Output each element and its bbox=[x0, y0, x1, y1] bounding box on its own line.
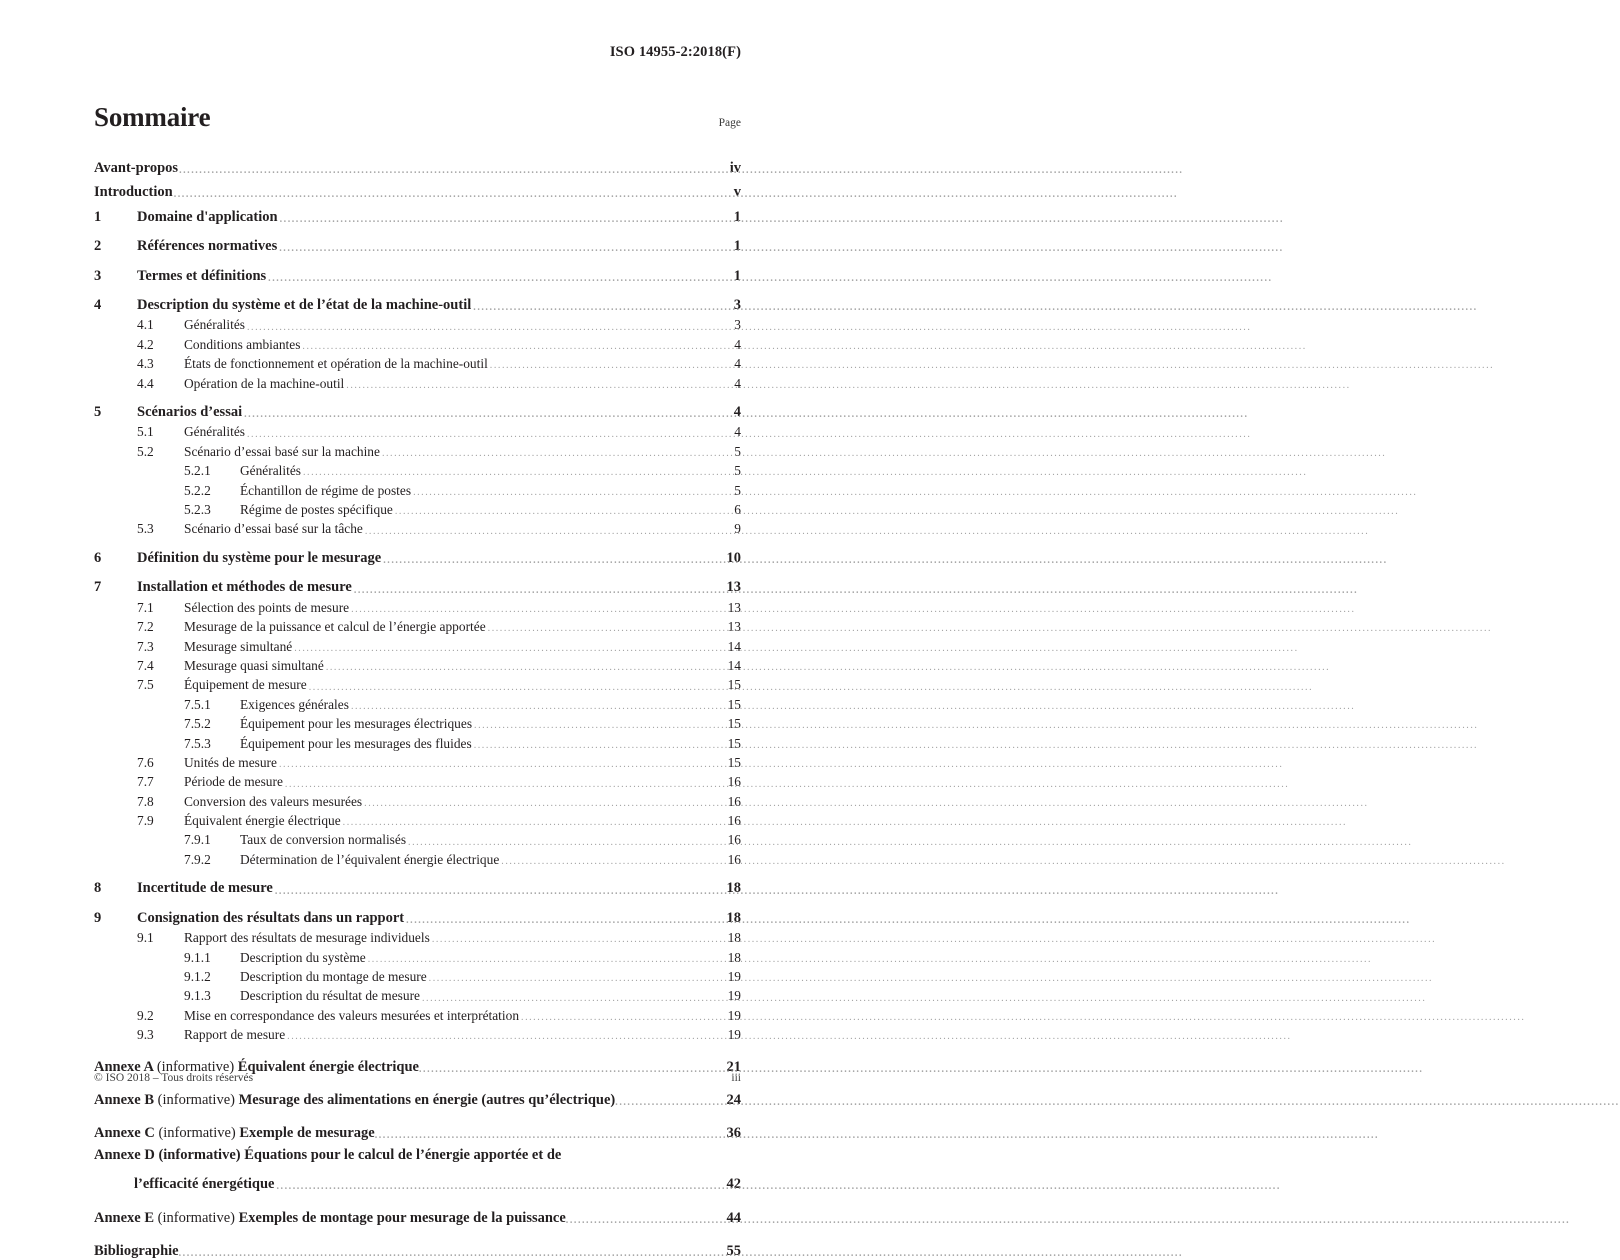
toc-entry-label: Conversion des valeurs mesurées bbox=[184, 793, 363, 809]
dot-leader bbox=[303, 466, 732, 479]
toc-page-number: 4 bbox=[734, 424, 741, 440]
toc-entry-level-2[interactable] bbox=[94, 810, 741, 829]
toc-entry-level-2[interactable] bbox=[94, 1024, 741, 1043]
dot-leader bbox=[521, 1010, 726, 1023]
toc-entry-label: Description du montage de mesure bbox=[240, 969, 427, 985]
toc-page-number: 18 bbox=[727, 949, 741, 965]
toc-page-number: 19 bbox=[727, 988, 741, 1004]
dot-leader bbox=[285, 777, 726, 790]
toc-entry-number: 7.1 bbox=[137, 599, 154, 615]
toc-page-number: 5 bbox=[734, 482, 741, 498]
annex-title: Équivalent énergie électrique bbox=[237, 1059, 419, 1076]
toc-entry-label: Rapport des résultats de mesurage individuels bbox=[184, 930, 430, 946]
toc-entry-label: Définition du système pour le mesurage bbox=[137, 549, 382, 566]
toc-page-number: 9 bbox=[734, 521, 741, 537]
toc-entry-level-2[interactable] bbox=[94, 771, 741, 790]
toc-entry-frontmatter[interactable] bbox=[94, 152, 741, 177]
toc-entry-label: Description du résultat de mesure bbox=[240, 988, 420, 1004]
toc-page-number: 15 bbox=[727, 754, 741, 770]
toc-page-number: 3 bbox=[733, 297, 741, 313]
toc-entry-level-3[interactable] bbox=[94, 713, 741, 732]
annex-title-continued: l’efficacité énergétique bbox=[134, 1176, 275, 1193]
toc-page-number: 15 bbox=[727, 696, 741, 712]
toc-entry-number: 4.2 bbox=[137, 336, 154, 352]
dot-leader bbox=[375, 1128, 725, 1143]
dot-leader bbox=[302, 339, 732, 352]
toc-entry-annex[interactable] bbox=[94, 1199, 741, 1227]
toc-entry-number: 5.3 bbox=[137, 521, 154, 537]
toc-entry-number: 4 bbox=[94, 297, 102, 313]
annex-informative-tag: (informative) bbox=[156, 1059, 235, 1076]
toc-entry-label: Scénario d’essai basé sur la tâche bbox=[184, 521, 363, 537]
annex-label: Annexe C bbox=[94, 1125, 155, 1142]
toc-entry-number: 5.2.2 bbox=[184, 482, 211, 498]
bibliography-label: Bibliographie bbox=[94, 1243, 179, 1260]
toc-entry-label: Unités de mesure bbox=[184, 754, 277, 770]
dot-leader bbox=[179, 162, 728, 177]
toc-page-number: 10 bbox=[726, 549, 741, 566]
dot-leader bbox=[174, 187, 732, 202]
toc-entry-level-2[interactable] bbox=[94, 372, 741, 391]
annex-title-line-2 bbox=[94, 1169, 741, 1193]
dot-leader bbox=[408, 835, 726, 848]
toc-entry-label: Généralités bbox=[240, 463, 301, 479]
toc-page-number: 1 bbox=[733, 267, 741, 284]
dot-leader bbox=[364, 796, 725, 809]
dot-leader bbox=[354, 582, 725, 597]
toc-page-number: 1 bbox=[733, 238, 741, 254]
toc-entry-label: Opération de la machine-outil bbox=[184, 375, 345, 391]
annex-informative-tag: (informative) bbox=[158, 1147, 241, 1164]
toc-entry-level-1[interactable] bbox=[94, 572, 741, 597]
toc-entry-level-3[interactable] bbox=[94, 985, 741, 1004]
annex-label: Annexe A bbox=[94, 1059, 154, 1076]
toc-entry-label: Exigences générales bbox=[240, 696, 349, 712]
toc-page-number: v bbox=[733, 184, 741, 200]
toc-entry-level-2[interactable] bbox=[94, 314, 741, 333]
toc-entry-number: 4.4 bbox=[137, 375, 154, 391]
annex-title-line bbox=[94, 1092, 615, 1109]
dot-leader bbox=[368, 952, 726, 965]
toc-entry-level-1[interactable] bbox=[94, 290, 741, 315]
toc-entry-number: 7.2 bbox=[137, 619, 154, 635]
dot-leader bbox=[275, 883, 725, 898]
toc-entry-number: 7.7 bbox=[137, 774, 154, 790]
toc-entry-label: États de fonctionnement et opération de la machine-outil bbox=[184, 356, 488, 372]
dot-leader bbox=[268, 270, 732, 285]
toc-page-number: 16 bbox=[727, 851, 741, 867]
toc-entry-bibliography[interactable] bbox=[94, 1232, 741, 1260]
toc-entry-number: 7.6 bbox=[137, 754, 154, 770]
toc-entry-label: Mesurage simultané bbox=[184, 638, 293, 654]
toc-entry-level-2[interactable] bbox=[94, 752, 741, 771]
toc-page-number: 5 bbox=[734, 463, 741, 479]
annex-label: Annexe D bbox=[94, 1147, 155, 1164]
toc-entry-label: Sélection des points de mesure bbox=[184, 599, 350, 615]
annex-title: Exemples de montage pour mesurage de la puissance bbox=[238, 1210, 566, 1227]
toc-page-number: 15 bbox=[727, 735, 741, 751]
toc-entry-number: 9.1.2 bbox=[184, 969, 211, 985]
dot-leader bbox=[244, 407, 732, 422]
dot-leader bbox=[382, 446, 732, 459]
toc-entry-label: Mise en correspondance des valeurs mesurées et interprétation bbox=[184, 1007, 520, 1023]
toc-entry-level-2[interactable] bbox=[94, 790, 741, 809]
toc-entry-label: Rapport de mesure bbox=[184, 1027, 286, 1043]
toc-entry-label: Consignation des résultats dans un rapport bbox=[137, 909, 405, 926]
toc-entry-level-3[interactable] bbox=[94, 693, 741, 712]
dot-leader bbox=[287, 1030, 725, 1043]
annex-title-line bbox=[94, 1125, 375, 1142]
toc-entry-label: Détermination de l’équivalent énergie électrique bbox=[240, 851, 500, 867]
toc-page-number: 24 bbox=[726, 1092, 741, 1109]
toc-page-number: 14 bbox=[727, 657, 741, 673]
toc-entry-label: Scénario d’essai basé sur la machine bbox=[184, 443, 380, 459]
dot-leader bbox=[406, 912, 724, 927]
toc-entry-number: 7.8 bbox=[137, 793, 154, 809]
toc-entry-label: Conditions ambiantes bbox=[184, 336, 301, 352]
toc-page-number: 18 bbox=[726, 909, 741, 926]
toc-entry-label: Équivalent énergie électrique bbox=[184, 813, 341, 829]
toc-page-number: 1 bbox=[733, 208, 741, 225]
dot-leader bbox=[395, 505, 732, 518]
annex-informative-tag: (informative) bbox=[158, 1125, 236, 1142]
toc-entry-level-3[interactable] bbox=[94, 966, 741, 985]
toc-page-number: 4 bbox=[733, 404, 741, 421]
toc-entry-level-1[interactable] bbox=[94, 873, 741, 898]
toc-entry-level-3[interactable] bbox=[94, 499, 741, 518]
dot-leader bbox=[413, 485, 732, 498]
toc-page-number: iv bbox=[729, 159, 741, 176]
toc-entry-level-3[interactable] bbox=[94, 479, 741, 498]
toc-page-number: 44 bbox=[726, 1210, 741, 1227]
page-title: Sommaire bbox=[94, 102, 211, 132]
document-footer bbox=[94, 1072, 741, 1084]
toc-entry-label: Régime de postes spécifique bbox=[240, 502, 393, 518]
dot-leader bbox=[422, 991, 726, 1004]
document-page bbox=[0, 0, 793, 1260]
toc-page-number: 3 bbox=[734, 317, 741, 333]
dot-leader bbox=[432, 933, 726, 946]
toc-entry-level-2[interactable] bbox=[94, 616, 741, 635]
toc-entry-label: Période de mesure bbox=[184, 774, 283, 790]
toc-entry-level-3[interactable] bbox=[94, 946, 741, 965]
toc-entry-number: 7.5 bbox=[137, 677, 154, 693]
annex-title: Équations pour le calcul de l’énergie apportée et de bbox=[244, 1147, 562, 1164]
dot-leader bbox=[383, 552, 724, 567]
page-folio: iii bbox=[731, 1072, 741, 1084]
toc-page-number: 36 bbox=[726, 1125, 741, 1142]
toc-page-number: 13 bbox=[727, 619, 741, 635]
toc-page-number: 15 bbox=[727, 677, 741, 693]
toc-entry-number: 9.3 bbox=[137, 1027, 154, 1043]
toc-entry-number: 5.2.1 bbox=[184, 463, 211, 479]
toc-entry-label: Description du système et de l’état de la machine-outil bbox=[137, 297, 472, 313]
toc-page-number: 16 bbox=[727, 813, 741, 829]
dot-leader bbox=[247, 320, 732, 333]
toc-entry-label: Avant-propos bbox=[94, 159, 179, 176]
dot-leader bbox=[473, 300, 731, 315]
toc-entry-label: Domaine d'application bbox=[137, 208, 278, 225]
toc-entry-label: Scénarios d’essai bbox=[137, 404, 243, 421]
dot-leader bbox=[351, 602, 725, 615]
page-column-label: Page bbox=[718, 117, 741, 129]
toc-entry-level-1[interactable] bbox=[94, 260, 741, 285]
toc-page-number: 15 bbox=[727, 716, 741, 732]
toc-entry-number: 3 bbox=[94, 267, 102, 284]
dot-leader bbox=[179, 1246, 725, 1260]
toc-entry-level-3[interactable] bbox=[94, 732, 741, 751]
toc-entry-number: 7.9 bbox=[137, 813, 154, 829]
toc-title-row bbox=[94, 104, 741, 131]
toc-entry-number: 7.5.1 bbox=[184, 696, 211, 712]
toc-entry-label: Mesurage quasi simultané bbox=[184, 657, 324, 673]
dot-leader bbox=[309, 680, 726, 693]
toc-entry-number: 4.3 bbox=[137, 356, 154, 372]
dot-leader bbox=[474, 738, 726, 751]
toc-entry-label: Références normatives bbox=[137, 238, 278, 254]
toc-entry-level-2[interactable] bbox=[94, 596, 741, 615]
toc-entry-label: Généralités bbox=[184, 317, 245, 333]
toc-entry-level-1[interactable] bbox=[94, 231, 741, 256]
dot-leader bbox=[247, 427, 732, 440]
toc-entry-label: Termes et définitions bbox=[137, 267, 267, 284]
annex-title-line-1 bbox=[94, 1147, 741, 1169]
toc-entry-number: 5.2 bbox=[137, 443, 154, 459]
annex-informative-tag: (informative) bbox=[157, 1210, 235, 1227]
toc-entry-number: 9.1.1 bbox=[184, 949, 211, 965]
dot-leader bbox=[294, 641, 725, 654]
toc-entry-number: 9.1.3 bbox=[184, 988, 211, 1004]
toc-page-number: 4 bbox=[734, 336, 741, 352]
toc-entry-number: 2 bbox=[94, 238, 102, 254]
toc-entry-level-2[interactable] bbox=[94, 927, 741, 946]
toc-entry-frontmatter[interactable] bbox=[94, 177, 741, 202]
toc-entry-label: Mesurage de la puissance et calcul de l’énergie apportée bbox=[184, 619, 486, 635]
toc-entry-level-2[interactable] bbox=[94, 635, 741, 654]
toc-entry-level-2[interactable] bbox=[94, 353, 741, 372]
toc-entry-level-3[interactable] bbox=[94, 460, 741, 479]
dot-leader bbox=[343, 816, 726, 829]
toc-entry-level-2[interactable] bbox=[94, 421, 741, 440]
toc-page-number: 16 bbox=[727, 793, 741, 809]
toc-entry-number: 4.1 bbox=[137, 317, 154, 333]
toc-page-number: 4 bbox=[734, 356, 741, 372]
toc-entry-label: Introduction bbox=[94, 184, 173, 200]
dot-leader bbox=[280, 211, 732, 226]
dot-leader bbox=[615, 1095, 724, 1110]
document-reference-header: ISO 14955-2:2018(F) bbox=[609, 44, 741, 60]
annex-informative-tag: (informative) bbox=[157, 1092, 235, 1109]
toc-entry-annex[interactable] bbox=[94, 1114, 741, 1142]
toc-page-number: 19 bbox=[727, 1027, 741, 1043]
toc-page-number: 42 bbox=[726, 1176, 741, 1193]
toc-entry-label: Description du système bbox=[240, 949, 366, 965]
dot-leader bbox=[351, 699, 726, 712]
toc-entry-annex[interactable] bbox=[94, 1147, 741, 1194]
toc-entry-label: Incertitude de mesure bbox=[137, 880, 273, 897]
toc-entry-number: 7 bbox=[94, 579, 102, 596]
toc-entry-number: 6 bbox=[94, 549, 102, 566]
dot-leader bbox=[488, 622, 726, 635]
dot-leader bbox=[365, 524, 732, 537]
annex-title: Mesurage des alimentations en énergie (autres qu’électrique) bbox=[238, 1092, 616, 1109]
toc-page-number: 13 bbox=[727, 599, 741, 615]
annex-label: Annexe B bbox=[94, 1092, 155, 1109]
toc-entry-level-1[interactable] bbox=[94, 542, 741, 567]
toc-page-number: 5 bbox=[734, 443, 741, 459]
toc-entry-level-2[interactable] bbox=[94, 333, 741, 352]
toc-entry-level-1[interactable] bbox=[94, 201, 741, 226]
toc-entry-label: Taux de conversion normalisés bbox=[240, 832, 407, 848]
toc-entry-label: Équipement de mesure bbox=[184, 677, 307, 693]
toc-entry-number: 9.1 bbox=[137, 930, 154, 946]
toc-entry-level-3[interactable] bbox=[94, 848, 741, 867]
toc-entry-number: 7.3 bbox=[137, 638, 154, 654]
toc-page-number: 19 bbox=[727, 969, 741, 985]
toc-page-number: 19 bbox=[727, 1007, 741, 1023]
toc-entry-level-2[interactable] bbox=[94, 674, 741, 693]
toc-entry-number: 5 bbox=[94, 404, 102, 421]
toc-entry-label: Équipement pour les mesurages électriques bbox=[240, 716, 473, 732]
copyright-notice: © ISO 2018 – Tous droits réservés bbox=[94, 1072, 254, 1084]
table-of-contents bbox=[94, 152, 741, 1260]
toc-page-number: 14 bbox=[727, 638, 741, 654]
toc-entry-level-1[interactable] bbox=[94, 397, 741, 422]
toc-entry-level-2[interactable] bbox=[94, 655, 741, 674]
toc-entry-number: 5.1 bbox=[137, 424, 154, 440]
annex-title: Exemple de mesurage bbox=[239, 1125, 375, 1142]
toc-page-number: 6 bbox=[734, 502, 741, 518]
dot-leader bbox=[501, 854, 725, 867]
toc-entry-number: 9 bbox=[94, 909, 102, 926]
toc-page-number: 55 bbox=[726, 1243, 741, 1260]
toc-entry-number: 7.9.2 bbox=[184, 851, 211, 867]
dot-leader bbox=[474, 719, 726, 732]
annex-label: Annexe E bbox=[94, 1210, 155, 1227]
toc-page-number: 16 bbox=[727, 832, 741, 848]
toc-entry-number: 7.9.1 bbox=[184, 832, 211, 848]
toc-entry-label: Installation et méthodes de mesure bbox=[137, 579, 352, 596]
toc-entry-level-2[interactable] bbox=[94, 1004, 741, 1023]
toc-entry-number: 5.2.3 bbox=[184, 502, 211, 518]
dot-leader bbox=[277, 1179, 725, 1194]
toc-entry-label: Généralités bbox=[184, 424, 245, 440]
toc-entry-number: 9.2 bbox=[137, 1007, 154, 1023]
toc-page-number: 21 bbox=[726, 1059, 741, 1076]
toc-entry-level-1[interactable] bbox=[94, 902, 741, 927]
toc-entry-number: 1 bbox=[94, 208, 102, 225]
dot-leader bbox=[566, 1213, 725, 1228]
dot-leader bbox=[429, 972, 726, 985]
dot-leader bbox=[346, 378, 732, 391]
toc-entry-label: Échantillon de régime de postes bbox=[240, 482, 412, 498]
annex-title-line bbox=[94, 1210, 566, 1227]
toc-entry-number: 7.5.3 bbox=[184, 735, 211, 751]
toc-entry-level-2[interactable] bbox=[94, 518, 741, 537]
toc-page-number: 18 bbox=[727, 930, 741, 946]
toc-entry-level-3[interactable] bbox=[94, 829, 741, 848]
toc-entry-number: 7.5.2 bbox=[184, 716, 211, 732]
toc-entry-number: 7.4 bbox=[137, 657, 154, 673]
toc-page-number: 18 bbox=[726, 880, 741, 897]
dot-leader bbox=[490, 359, 733, 372]
toc-entry-level-2[interactable] bbox=[94, 440, 741, 459]
toc-entry-number: 8 bbox=[94, 880, 102, 897]
dot-leader bbox=[279, 241, 732, 256]
toc-entry-label: Équipement pour les mesurages des fluides bbox=[240, 735, 472, 751]
toc-page-number: 4 bbox=[734, 375, 741, 391]
toc-page-number: 16 bbox=[727, 774, 741, 790]
toc-page-number: 13 bbox=[726, 579, 741, 596]
dot-leader bbox=[279, 758, 726, 771]
dot-leader bbox=[326, 661, 726, 674]
toc-entry-annex[interactable] bbox=[94, 1081, 741, 1109]
